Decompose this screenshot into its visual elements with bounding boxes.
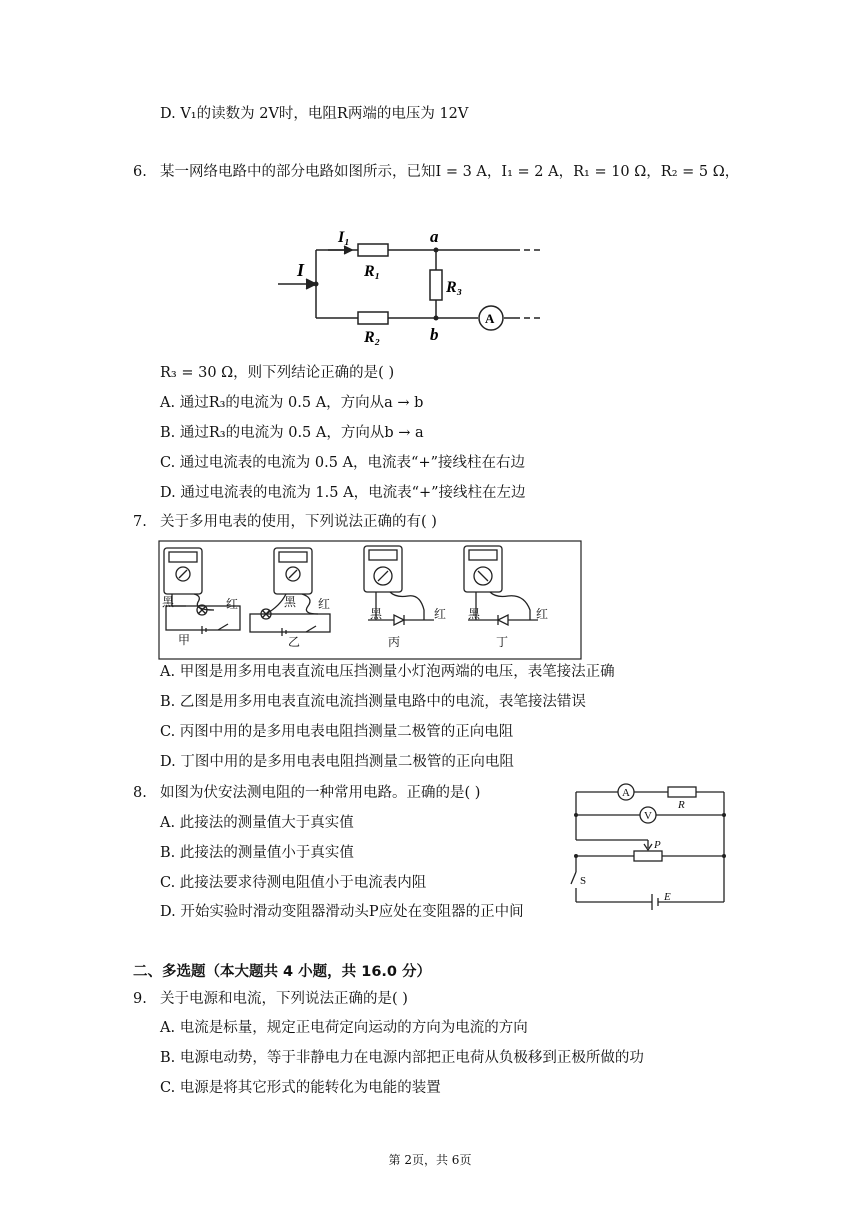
q8-option-d: D. 开始实验时滑动变阻器滑动头P应处在变阻器的正中间: [160, 904, 524, 920]
q8-fig-voltmeter-label: V: [644, 810, 652, 822]
q8-stem: 如图为伏安法测电阻的一种常用电路。正确的是( ): [160, 785, 481, 801]
q7-option-d: D. 丁图中用的是多用电表电阻挡测量二极管的正向电阻: [160, 754, 514, 770]
q6-option-a: A. 通过R₃的电流为 0.5 A，方向从a → b: [160, 395, 424, 411]
q6-fig-label-r3: R₃: [446, 279, 463, 296]
q6-fig-label-r2: R₂: [364, 329, 381, 346]
q9-number: 9.: [133, 991, 147, 1007]
q6-circuit-figure: [270, 222, 560, 352]
q8-fig-ammeter-label: A: [622, 787, 630, 799]
q7-number: 7.: [133, 514, 147, 530]
q8-fig-label-p: P: [654, 839, 661, 851]
q8-fig-label-e: E: [664, 891, 671, 903]
q7-fig-caption-ding: 丁: [496, 635, 509, 649]
section-title-multiple-choice: 二、多选题（本大题共 4 小题，共 16.0 分）: [133, 964, 432, 980]
q7-option-c: C. 丙图中用的是多用电表电阻挡测量二极管的正向电阻: [160, 724, 514, 740]
q7-fig-red-2: 红: [318, 597, 331, 611]
q9-option-c: C. 电源是将其它形式的能转化为电能的装置: [160, 1080, 441, 1096]
q6-fig-ammeter-label: A: [485, 311, 495, 326]
q6-stem-line1: 某一网络电路中的部分电路如图所示，已知I = 3 A，I₁ = 2 A，R₁ = 10 Ω，R₂ = 5 Ω，: [160, 164, 740, 180]
q7-fig-red-3: 红: [434, 607, 447, 621]
q8-option-a: A. 此接法的测量值大于真实值: [160, 815, 354, 831]
q8-circuit-figure: [568, 780, 730, 912]
q6-fig-label-a: a: [430, 227, 439, 246]
q6-number: 6.: [133, 164, 147, 180]
q7-fig-red-4: 红: [536, 607, 549, 621]
q9-option-b: B. 电源电动势，等于非静电力在电源内部把正电荷从负极移到正极所做的功: [160, 1050, 644, 1066]
q7-option-a: A. 甲图是用多用电表直流电压挡测量小灯泡两端的电压，表笔接法正确: [160, 664, 615, 680]
q7-fig-caption-yi: 乙: [288, 635, 301, 649]
q6-fig-label-i1: I₁: [338, 229, 350, 246]
q8-fig-label-r: R: [678, 799, 685, 811]
q6-option-b: B. 通过R₃的电流为 0.5 A，方向从b → a: [160, 425, 424, 441]
q6-fig-label-r1: R₁: [364, 263, 381, 280]
q7-fig-black-2: 黑: [284, 595, 297, 609]
q6-option-c: C. 通过电流表的电流为 0.5 A，电流表“+”接线柱在右边: [160, 455, 526, 471]
q7-fig-caption-bing: 丙: [388, 635, 401, 649]
q6-fig-label-i: I: [297, 260, 305, 280]
q8-option-c: C. 此接法要求待测电阻值小于电流表内阻: [160, 875, 427, 891]
q7-fig-red-1: 红: [226, 597, 239, 611]
q7-fig-black-4: 黑: [468, 607, 481, 621]
q7-fig-caption-jia: 甲: [178, 633, 191, 647]
q8-option-b: B. 此接法的测量值小于真实值: [160, 845, 354, 861]
q6-fig-label-b: b: [430, 325, 439, 344]
q7-option-b: B. 乙图是用多用电表直流电流挡测量电路中的电流，表笔接法错误: [160, 694, 586, 710]
q9-option-a: A. 电流是标量，规定正电荷定向运动的方向为电流的方向: [160, 1020, 528, 1036]
q7-fig-black-1: 黑: [162, 595, 175, 609]
q5-option-d: D. V₁的读数为 2V时，电阻R两端的电压为 12V: [160, 106, 469, 122]
page-footer: 第 2页，共 6页: [388, 1153, 472, 1167]
q8-number: 8.: [133, 785, 147, 801]
q7-fig-black-3: 黑: [370, 607, 383, 621]
q7-stem: 关于多用电表的使用，下列说法正确的有( ): [160, 514, 437, 530]
q8-fig-label-s: S: [580, 875, 587, 887]
q6-option-d: D. 通过电流表的电流为 1.5 A，电流表“+”接线柱在左边: [160, 485, 526, 501]
q6-stem-line2: R₃ = 30 Ω，则下列结论正确的是( ): [160, 365, 395, 381]
q9-stem: 关于电源和电流，下列说法正确的是( ): [160, 991, 408, 1007]
q7-multimeter-figure: [158, 540, 582, 660]
